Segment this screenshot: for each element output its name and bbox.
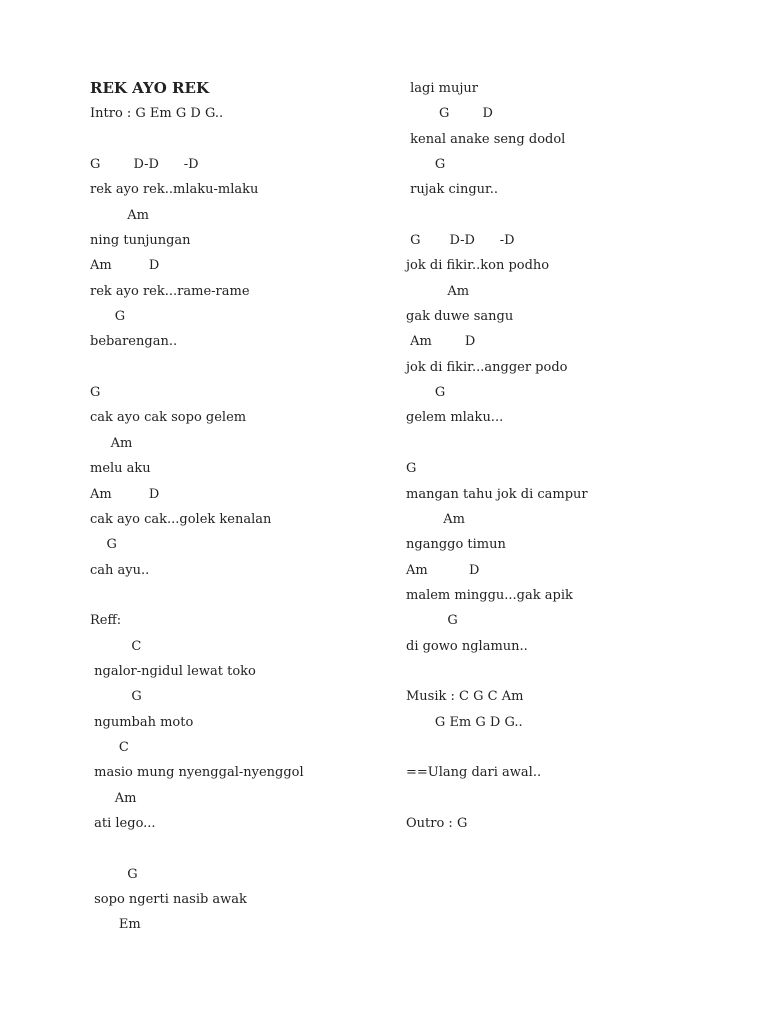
left-column-line: rek ayo rek..mlaku-mlaku: [90, 182, 259, 198]
right-column-line: [406, 659, 726, 684]
left-column-line: Am D: [90, 486, 160, 502]
right-column-line: malem minggu...gak apik: [406, 587, 573, 603]
right-column-line: Musik : C G C Am: [406, 689, 524, 705]
left-column-line: G: [90, 689, 142, 705]
left-column: [90, 76, 390, 938]
right-column-line: [406, 431, 726, 456]
left-column-line: ati lego...: [90, 815, 156, 831]
right-column-line: [406, 786, 726, 811]
left-column-line: Reff:: [90, 613, 122, 629]
left-column-line: G D-D -D: [90, 157, 199, 173]
right-column-line: G D-D -D: [406, 233, 515, 249]
right-column-line: mangan tahu jok di campur: [406, 486, 588, 502]
right-column-line: G: [406, 461, 417, 477]
right-column-line: Outro : G: [406, 815, 468, 831]
right-column-line: nganggo timun: [406, 537, 506, 553]
left-column-line: Am: [90, 790, 137, 806]
left-column-line: Am: [90, 435, 133, 451]
right-column-line: [406, 203, 726, 228]
right-column-line: G D: [406, 106, 493, 122]
left-column-line: [90, 583, 390, 608]
left-column-line: ning tunjungan: [90, 233, 191, 249]
left-column-line: [90, 836, 390, 861]
left-column-line: G: [90, 866, 138, 882]
right-column-line: Am: [406, 511, 465, 527]
left-column-line: [90, 355, 390, 380]
left-column-line: masio mung nyenggal-nyenggol: [90, 765, 304, 781]
right-column-line: G: [406, 613, 458, 629]
right-column-line: gelem mlaku...: [406, 410, 504, 426]
right-column-line: jok di fikir...angger podo: [406, 359, 568, 375]
left-column-line: Em: [90, 917, 141, 933]
left-column-line: [90, 127, 390, 152]
right-column-line: ==Ulang dari awal..: [406, 765, 542, 781]
left-column-line: ngalor-ngidul lewat toko: [90, 663, 256, 679]
right-column-line: G: [406, 385, 446, 401]
left-column-line: ngumbah moto: [90, 714, 194, 730]
left-column-line: Am D: [90, 258, 160, 274]
song-title: REK AYO REK: [90, 79, 209, 97]
left-column-line: cah ayu..: [90, 562, 150, 578]
left-column-line: G: [90, 385, 101, 401]
right-column-line: di gowo nglamun..: [406, 638, 528, 654]
left-column-line: Am: [90, 207, 149, 223]
right-column-line: Am D: [406, 334, 476, 350]
right-column-line: Am D: [406, 562, 480, 578]
left-column-line: Intro : G Em G D G..: [90, 106, 224, 122]
right-column: [406, 76, 726, 836]
left-column-line: rek ayo rek...rame-rame: [90, 283, 250, 299]
left-column-line: C: [90, 638, 142, 654]
right-column-line: kenal anake seng dodol: [406, 131, 566, 147]
right-column-line: gak duwe sangu: [406, 309, 514, 325]
left-column-line: bebarengan..: [90, 334, 178, 350]
right-column-line: G: [406, 157, 446, 173]
left-column-line: G: [90, 537, 117, 553]
left-column-line: C: [90, 739, 129, 755]
right-column-line: G Em G D G..: [406, 714, 523, 730]
left-column-line: cak ayo cak sopo gelem: [90, 410, 247, 426]
right-column-line: [406, 735, 726, 760]
right-column-line: jok di fikir..kon podho: [406, 258, 550, 274]
left-column-line: melu aku: [90, 461, 151, 477]
right-column-line: rujak cingur..: [406, 182, 499, 198]
right-column-line: lagi mujur: [406, 81, 478, 96]
left-column-line: sopo ngerti nasib awak: [90, 892, 247, 907]
left-column-line: G: [90, 309, 126, 325]
left-column-line: cak ayo cak...golek kenalan: [90, 511, 272, 527]
right-column-line: Am: [406, 283, 470, 299]
